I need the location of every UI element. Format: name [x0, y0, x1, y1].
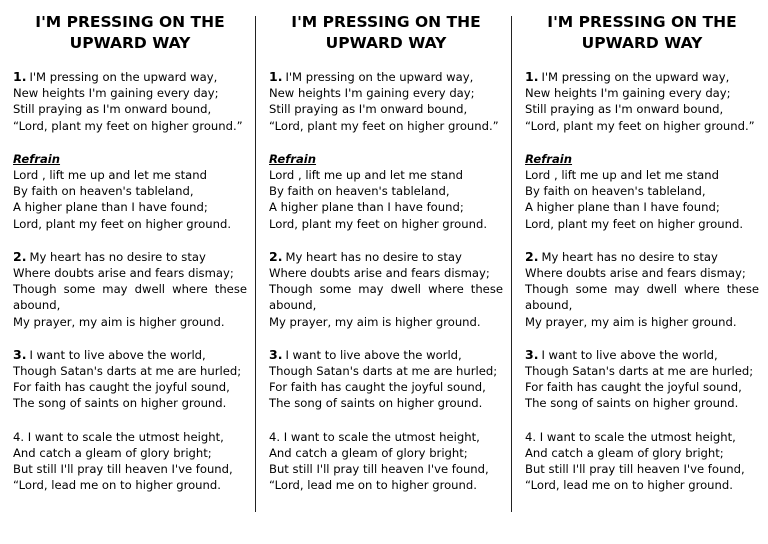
- stanza-line: Where doubts arise and fears dismay;: [269, 266, 490, 281]
- title-line-1: I'M PRESSING ON THE: [35, 13, 225, 31]
- refrain-line: By faith on heaven's tableland,: [13, 184, 194, 199]
- stanza-line: 4. I want to scale the utmost height,: [269, 429, 480, 444]
- stanza-3: [525, 347, 759, 412]
- refrain-line: A higher plane than I have found;: [269, 200, 464, 215]
- stanza-line: The song of saints on higher ground.: [13, 396, 227, 411]
- stanza-1: [525, 69, 759, 134]
- stanza-line: “Lord, lead me on to higher ground.: [13, 478, 221, 493]
- stanza-2: [13, 249, 247, 330]
- stanza-line: Still praying as I'm onward bound,: [269, 102, 468, 117]
- refrain-line: Lord, plant my feet on higher ground.: [525, 216, 744, 231]
- stanza-line: 2. My heart has no desire to stay: [13, 248, 206, 264]
- stanza-number: 3.: [525, 346, 539, 362]
- title-line-1: I'M PRESSING ON THE: [291, 13, 481, 31]
- refrain-label: Refrain: [13, 151, 61, 166]
- hymn-title: [269, 12, 503, 54]
- refrain-line: Lord, plant my feet on higher ground.: [269, 216, 488, 231]
- stanza-line: For faith has caught the joyful sound,: [525, 380, 742, 395]
- stanza-line: 1. I'M pressing on the upward way,: [525, 69, 730, 84]
- title-line-2: UPWARD WAY: [325, 34, 447, 52]
- stanza-line: “Lord, plant my feet on higher ground.”: [13, 118, 243, 133]
- column-divider: [511, 16, 512, 512]
- stanza-line: 4. I want to scale the utmost height,: [13, 429, 224, 444]
- stanza-line: New heights I'm gaining every day;: [269, 86, 475, 101]
- column-divider: [255, 16, 256, 512]
- stanza-line: 2. My heart has no desire to stay: [269, 248, 462, 264]
- stanza-line: Though Satan's darts at me are hurled;: [13, 364, 242, 379]
- stanza-number: 1.: [13, 69, 27, 84]
- stanza-4: [525, 429, 759, 494]
- stanza-line: Still praying as I'm onward bound,: [525, 102, 724, 117]
- hymn-column: [269, 12, 503, 510]
- refrain: [269, 151, 503, 232]
- stanza-line: My prayer, my aim is higher ground.: [269, 314, 481, 329]
- refrain-line: A higher plane than I have found;: [525, 200, 720, 215]
- stanza-line: 1. I'M pressing on the upward way,: [269, 69, 474, 84]
- stanza-line: The song of saints on higher ground.: [269, 396, 483, 411]
- stanza-4: [13, 429, 247, 494]
- stanza-line: For faith has caught the joyful sound,: [13, 380, 230, 395]
- stanza-line: My prayer, my aim is higher ground.: [525, 314, 737, 329]
- refrain-line: Lord , lift me up and let me stand: [13, 168, 207, 183]
- stanza-line: 3. I want to live above the world,: [13, 346, 206, 362]
- stanza-line: For faith has caught the joyful sound,: [269, 380, 486, 395]
- stanza-line: New heights I'm gaining every day;: [525, 86, 731, 101]
- refrain: [525, 151, 759, 232]
- hymn-title: [525, 12, 759, 54]
- stanza-line: But still I'll pray till heaven I've found,: [525, 462, 745, 477]
- stanza-line: 3. I want to live above the world,: [525, 346, 718, 362]
- stanza-line: “Lord, plant my feet on higher ground.”: [525, 118, 755, 133]
- stanza-line: “Lord, lead me on to higher ground.: [269, 478, 477, 493]
- title-line-2: UPWARD WAY: [69, 34, 191, 52]
- hymn-column: [13, 12, 247, 510]
- stanza-line: Though some may dwell where these abound,: [13, 282, 247, 313]
- stanza-line: 3. I want to live above the world,: [269, 346, 462, 362]
- stanza-3: [269, 347, 503, 412]
- hymn-title: [13, 12, 247, 54]
- stanza-number: 1.: [269, 69, 283, 84]
- stanza-line: 4. I want to scale the utmost height,: [525, 429, 736, 444]
- stanza-line: The song of saints on higher ground.: [525, 396, 739, 411]
- stanza-number: 3.: [269, 346, 283, 362]
- stanza-number: 3.: [13, 346, 27, 362]
- stanza-line: And catch a gleam of glory bright;: [13, 445, 212, 460]
- stanza-number: 2.: [525, 248, 539, 264]
- stanza-line: Where doubts arise and fears dismay;: [525, 266, 746, 281]
- stanza-line: 2. My heart has no desire to stay: [525, 248, 718, 264]
- stanza-number: 1.: [525, 69, 539, 84]
- title-line-2: UPWARD WAY: [581, 34, 703, 52]
- refrain-line: Lord, plant my feet on higher ground.: [13, 216, 232, 231]
- stanza-number: 2.: [13, 248, 27, 264]
- stanza-2: [525, 249, 759, 330]
- stanza-line: But still I'll pray till heaven I've found,: [269, 462, 489, 477]
- refrain: [13, 151, 247, 232]
- stanza-3: [13, 347, 247, 412]
- stanza-1: [269, 69, 503, 134]
- stanza-line: Still praying as I'm onward bound,: [13, 102, 212, 117]
- stanza-line: Where doubts arise and fears dismay;: [13, 266, 234, 281]
- stanza-1: [13, 69, 247, 134]
- refrain-line: By faith on heaven's tableland,: [269, 184, 450, 199]
- stanza-line: Though some may dwell where these abound,: [525, 282, 759, 313]
- stanza-line: And catch a gleam of glory bright;: [525, 445, 724, 460]
- stanza-number: 2.: [269, 248, 283, 264]
- refrain-line: Lord , lift me up and let me stand: [269, 168, 463, 183]
- title-line-1: I'M PRESSING ON THE: [547, 13, 737, 31]
- refrain-label: Refrain: [269, 151, 317, 166]
- stanza-2: [269, 249, 503, 330]
- stanza-line: 1. I'M pressing on the upward way,: [13, 69, 218, 84]
- refrain-line: By faith on heaven's tableland,: [525, 184, 706, 199]
- stanza-line: New heights I'm gaining every day;: [13, 86, 219, 101]
- stanza-line: Though some may dwell where these abound,: [269, 282, 503, 313]
- hymn-column: [525, 12, 759, 510]
- stanza-line: Though Satan's darts at me are hurled;: [525, 364, 754, 379]
- stanza-4: [269, 429, 503, 494]
- stanza-line: “Lord, lead me on to higher ground.: [525, 478, 733, 493]
- stanza-line: My prayer, my aim is higher ground.: [13, 314, 225, 329]
- stanza-line: Though Satan's darts at me are hurled;: [269, 364, 498, 379]
- stanza-line: “Lord, plant my feet on higher ground.”: [269, 118, 499, 133]
- stanza-line: But still I'll pray till heaven I've found,: [13, 462, 233, 477]
- stanza-line: And catch a gleam of glory bright;: [269, 445, 468, 460]
- refrain-label: Refrain: [525, 151, 573, 166]
- refrain-line: Lord , lift me up and let me stand: [525, 168, 719, 183]
- refrain-line: A higher plane than I have found;: [13, 200, 208, 215]
